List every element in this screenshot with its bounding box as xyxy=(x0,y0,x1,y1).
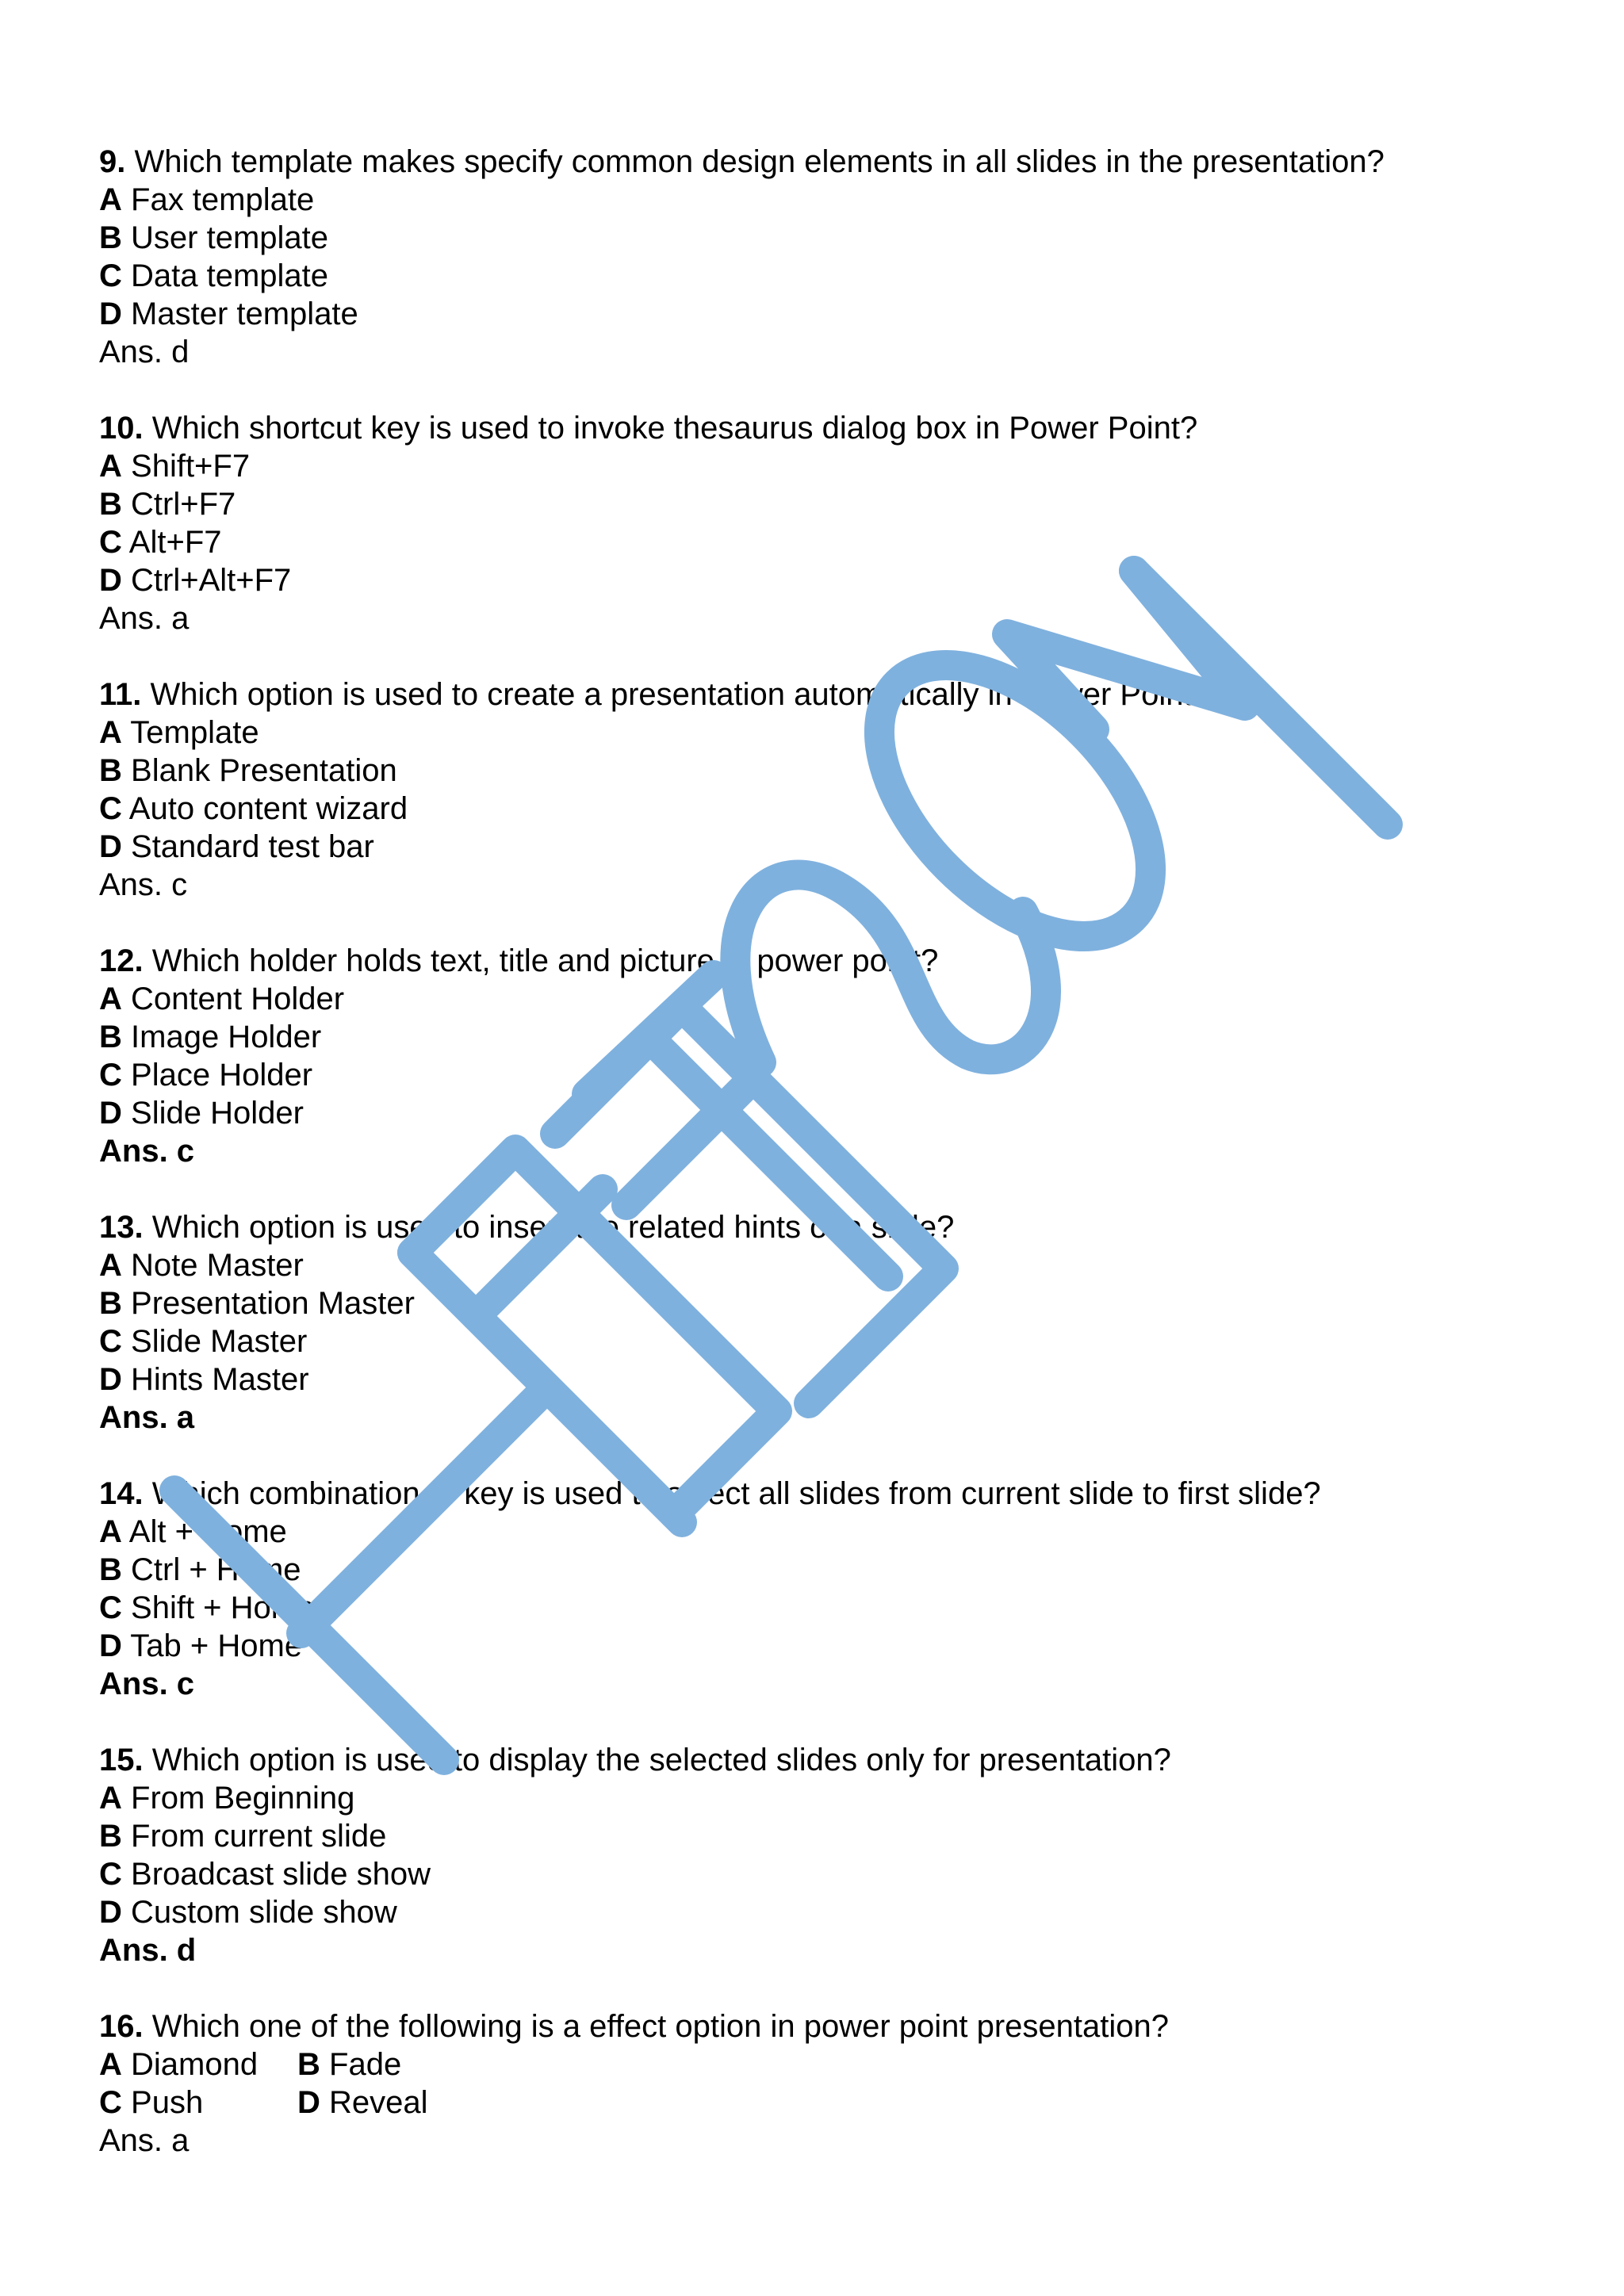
answer-line: Ans. c xyxy=(99,1667,195,1701)
question-list xyxy=(99,143,1574,2198)
question-text-line xyxy=(99,409,1574,447)
question-text: Which holder holds text, title and picture in power point? xyxy=(151,943,939,978)
option-text: Hints Master xyxy=(131,1362,309,1397)
option-letter: C xyxy=(99,1857,122,1892)
option-b xyxy=(99,219,1574,257)
option-text: From current slide xyxy=(131,1819,387,1854)
option-d xyxy=(99,828,1574,866)
option-text: Slide Master xyxy=(131,1324,308,1359)
option-text: Template xyxy=(130,715,259,750)
option-letter: A xyxy=(99,182,122,217)
option-letter: B xyxy=(297,2047,320,2082)
option-c xyxy=(99,1589,1574,1627)
option-a xyxy=(99,181,1574,219)
option-letter: C xyxy=(99,1058,122,1093)
option-text: Note Master xyxy=(131,1248,304,1283)
option-text: Ctrl+Alt+F7 xyxy=(131,563,292,598)
answer-line: Ans. a xyxy=(99,2123,190,2158)
option-text: Content Holder xyxy=(131,982,345,1016)
option-a xyxy=(99,1779,1574,1817)
option-b xyxy=(99,1817,1574,1855)
options-list xyxy=(99,1246,1574,1399)
question-number: 9. xyxy=(99,144,126,179)
question-text-line xyxy=(99,675,1574,714)
option-letter: A xyxy=(99,1514,122,1549)
option-letter: C xyxy=(99,2085,122,2120)
option-text: From Beginning xyxy=(131,1781,355,1816)
question-text-line xyxy=(99,1475,1574,1513)
option-c xyxy=(99,1855,1574,1893)
question-text: Which shortcut key is used to invoke thesaurus dialog box in Power Point? xyxy=(151,411,1198,446)
option-c xyxy=(99,1322,1574,1360)
question-number: 13. xyxy=(99,1210,144,1245)
option-text: Blank Presentation xyxy=(131,753,397,788)
option-b xyxy=(99,1551,1574,1589)
option-letter: A xyxy=(99,715,122,750)
option-letter: A xyxy=(99,449,122,484)
question-number: 12. xyxy=(99,943,144,978)
option-letter: D xyxy=(99,1895,122,1930)
answer-line: Ans. a xyxy=(99,1400,195,1435)
options-list xyxy=(99,1513,1574,1665)
option-text: Alt + Home xyxy=(128,1514,287,1549)
option-text: Alt+F7 xyxy=(128,525,222,560)
option-text: Standard test bar xyxy=(131,829,374,864)
option-d xyxy=(297,2084,615,2122)
option-letter: C xyxy=(99,525,122,560)
answer-line: Ans. d xyxy=(99,1933,197,1968)
option-letter: D xyxy=(297,2085,320,2120)
question-number: 15. xyxy=(99,1743,144,1777)
option-letter: A xyxy=(99,2047,122,2082)
option-letter: B xyxy=(99,220,122,255)
option-letter: B xyxy=(99,1020,122,1054)
option-letter: C xyxy=(99,1324,122,1359)
option-c xyxy=(99,257,1574,295)
option-d xyxy=(99,295,1574,333)
options-list xyxy=(99,714,1574,866)
question-block xyxy=(99,409,1574,637)
question-number: 10. xyxy=(99,411,144,446)
option-text: User template xyxy=(131,220,328,255)
option-a xyxy=(99,714,1574,752)
question-text: Which one of the following is a effect option in power point presentation? xyxy=(151,2009,1170,2044)
option-b xyxy=(297,2045,615,2084)
option-text: Shift+F7 xyxy=(131,449,251,484)
option-letter: D xyxy=(99,1628,122,1663)
option-b xyxy=(99,1018,1574,1056)
question-number: 16. xyxy=(99,2009,144,2044)
options-list xyxy=(99,2045,1574,2122)
option-b xyxy=(99,485,1574,523)
option-text: Place Holder xyxy=(131,1058,313,1093)
option-text: Diamond xyxy=(131,2047,259,2082)
option-letter: A xyxy=(99,1781,122,1816)
question-text: Which option is used to display the selected slides only for presentation? xyxy=(151,1743,1171,1777)
option-text: Fade xyxy=(329,2047,402,2082)
option-d xyxy=(99,1627,1574,1665)
option-letter: D xyxy=(99,829,122,864)
option-letter: D xyxy=(99,1096,122,1131)
option-a xyxy=(99,2045,297,2084)
option-text: Shift + Home xyxy=(131,1590,316,1625)
option-letter: C xyxy=(99,258,122,293)
option-d xyxy=(99,561,1574,599)
option-text: Auto content wizard xyxy=(128,791,408,826)
option-letter: B xyxy=(99,1552,122,1587)
option-letter: C xyxy=(99,1590,122,1625)
question-block xyxy=(99,1741,1574,1969)
question-block xyxy=(99,2007,1574,2160)
option-d xyxy=(99,1094,1574,1132)
option-c xyxy=(99,1056,1574,1094)
option-a xyxy=(99,447,1574,485)
question-text-line xyxy=(99,1208,1574,1246)
option-text: Slide Holder xyxy=(131,1096,304,1131)
option-a xyxy=(99,1246,1574,1284)
question-block xyxy=(99,942,1574,1170)
question-text-line xyxy=(99,143,1574,181)
option-letter: D xyxy=(99,297,122,331)
answer-line: Ans. c xyxy=(99,1134,195,1169)
option-b xyxy=(99,1284,1574,1322)
option-letter: A xyxy=(99,1248,122,1283)
question-block xyxy=(99,143,1574,371)
option-a xyxy=(99,1513,1574,1551)
option-c xyxy=(99,790,1574,828)
option-b xyxy=(99,752,1574,790)
option-letter: B xyxy=(99,1819,122,1854)
option-c xyxy=(99,523,1574,561)
option-a xyxy=(99,980,1574,1018)
question-block xyxy=(99,675,1574,904)
option-text: Ctrl + Home xyxy=(131,1552,301,1587)
question-number: 14. xyxy=(99,1476,144,1511)
answer-line: Ans. a xyxy=(99,601,190,636)
option-text: Ctrl+F7 xyxy=(131,487,236,522)
question-block xyxy=(99,1475,1574,1703)
option-c xyxy=(99,2084,297,2122)
question-text: Which option is used to create a presentation automatically in Power Point? xyxy=(150,677,1210,712)
option-text: Reveal xyxy=(329,2085,428,2120)
option-text: Data template xyxy=(131,258,329,293)
option-text: Custom slide show xyxy=(131,1895,397,1930)
question-block xyxy=(99,1208,1574,1437)
option-text: Master template xyxy=(131,297,358,331)
question-text-line xyxy=(99,1741,1574,1779)
option-letter: C xyxy=(99,791,122,826)
options-list xyxy=(99,980,1574,1132)
option-text: Image Holder xyxy=(131,1020,322,1054)
answer-line: Ans. c xyxy=(99,867,188,902)
option-letter: B xyxy=(99,753,122,788)
question-text: Which option is used to insert the related hints of a slide? xyxy=(151,1210,955,1245)
option-letter: B xyxy=(99,487,122,522)
options-list xyxy=(99,1779,1574,1931)
question-text: Which template makes specify common design elements in all slides in the presentation? xyxy=(134,144,1385,179)
answer-line: Ans. d xyxy=(99,335,190,369)
option-d xyxy=(99,1893,1574,1931)
option-text: Push xyxy=(131,2085,204,2120)
option-text: Tab + Home xyxy=(130,1628,303,1663)
option-letter: B xyxy=(99,1286,122,1321)
question-text-line xyxy=(99,2007,1574,2045)
options-list xyxy=(99,447,1574,599)
option-text: Broadcast slide show xyxy=(131,1857,431,1892)
option-text: Fax template xyxy=(131,182,315,217)
option-letter: A xyxy=(99,982,122,1016)
question-text-line xyxy=(99,942,1574,980)
question-number: 11. xyxy=(99,677,142,712)
option-letter: D xyxy=(99,563,122,598)
option-text: Presentation Master xyxy=(131,1286,415,1321)
options-list xyxy=(99,181,1574,333)
option-d xyxy=(99,1360,1574,1399)
option-letter: D xyxy=(99,1362,122,1397)
question-text: Which combination of key is used to select all slides from current slide to first slide? xyxy=(151,1476,1321,1511)
